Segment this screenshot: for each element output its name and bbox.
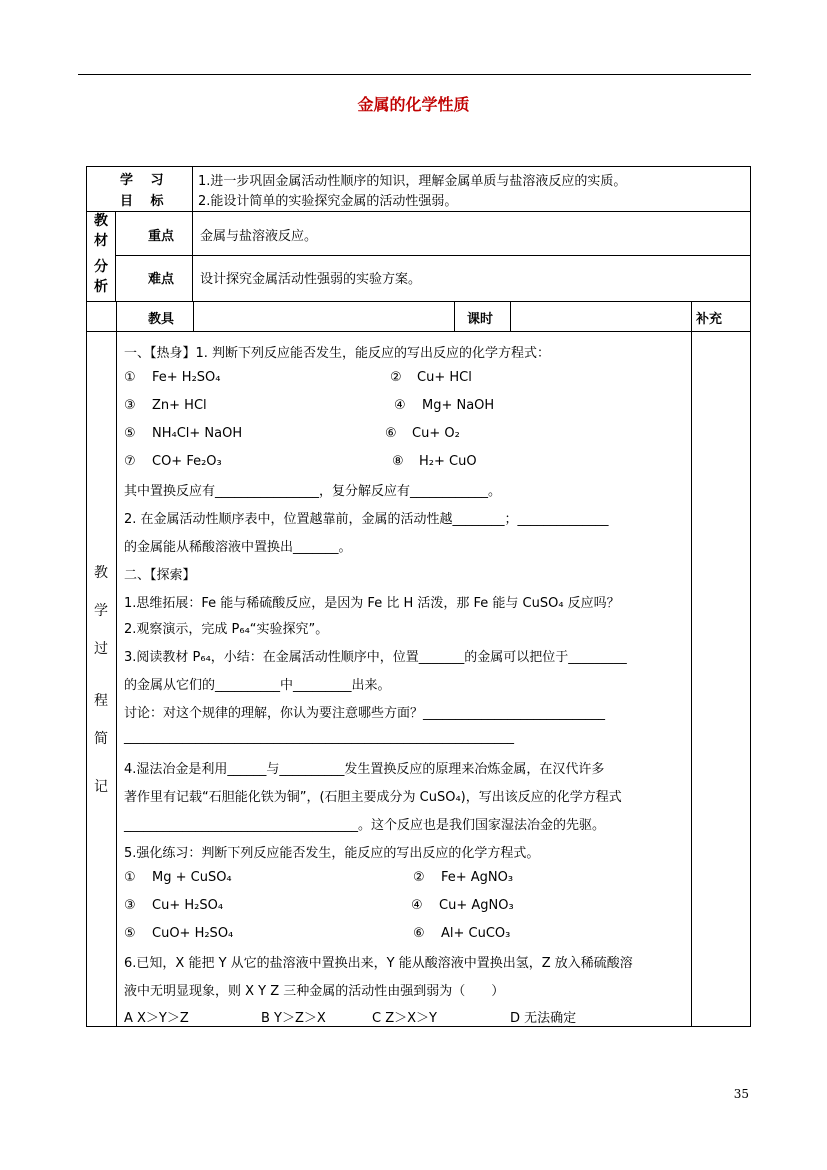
- reaction-num: ①: [124, 870, 136, 885]
- reaction-num: ⑥: [385, 426, 397, 441]
- header-rule: [78, 74, 751, 75]
- period-label: 课时: [467, 312, 494, 327]
- text-line: 6.已知，X 能把 Y 从它的盐溶液中置换出来，Y 能从酸溶液中置换出氢，Z 放入稀硫酸溶: [124, 956, 633, 971]
- col-divider: [116, 331, 117, 1027]
- reaction-num: ⑤: [124, 926, 136, 941]
- process-char-3: 过: [94, 641, 108, 657]
- reaction-formula: Cu+ AgNO₃: [439, 898, 514, 913]
- text-line: 著作里有记载“石胆能化铁为铜”，(石胆主要成分为 CuSO₄)，写出该反应的化学方程式: [124, 790, 622, 805]
- difficulty-label: 难点: [148, 272, 175, 287]
- reaction-num: ⑤: [124, 426, 136, 441]
- key-point-text: 金属与盐溶液反应。: [200, 229, 318, 244]
- process-char-5: 简: [94, 731, 108, 747]
- process-char-2: 学: [94, 603, 108, 619]
- choice-d: D 无法确定: [510, 1011, 577, 1026]
- material-char-4: 析: [94, 279, 108, 295]
- reaction-formula: Mg+ NaOH: [422, 398, 495, 413]
- col-divider: [193, 301, 194, 332]
- objective-item-1: 1.进一步巩固金属活动性顺序的知识，理解金属单质与盐溶液反应的实质。: [198, 174, 627, 189]
- text-line: 讨论：对这个规律的理解，你认为要注意哪些方面？____________________________: [124, 706, 606, 721]
- reaction-formula: Fe+ H₂SO₄: [152, 370, 221, 385]
- text-line: 液中无明显现象，则 X Y Z 三种金属的活动性由强到弱为（ ）: [124, 984, 505, 999]
- reaction-num: ②: [390, 370, 402, 385]
- reaction-formula: Zn+ HCl: [152, 398, 207, 413]
- choice-c: C Z＞X＞Y: [372, 1011, 437, 1026]
- process-char-6: 记: [94, 779, 108, 795]
- reaction-num: ④: [394, 398, 406, 413]
- col-divider: [510, 301, 511, 332]
- text-line: 5.强化练习：判断下列反应能否发生，能反应的写出反应的化学方程式。: [124, 846, 540, 861]
- text-line: ____________________________________。这个反应也是我们国家湿法冶金的先驱。: [124, 818, 606, 833]
- objectives-label-cell: [86, 166, 193, 211]
- reaction-formula: Cu+ H₂SO₄: [152, 898, 224, 913]
- reaction-num: ④: [411, 898, 423, 913]
- row-divider: [116, 255, 751, 256]
- reaction-formula: Fe+ AgNO₃: [441, 870, 514, 885]
- reaction-formula: Mg + CuSO₄: [152, 870, 232, 885]
- text-line: 1.思维拓展：Fe 能与稀硫酸反应，是因为 Fe 比 H 活泼，那 Fe 能与 CuSO₄ 反应吗？: [124, 596, 620, 611]
- page-title: 金属的化学性质: [357, 95, 470, 114]
- supplement-label: 补充: [696, 312, 723, 327]
- text-line: 的金属从它们的__________中_________出来。: [124, 678, 391, 693]
- row-divider: [86, 331, 751, 332]
- explore-heading: 二、【探索】: [124, 568, 196, 583]
- reaction-num: ②: [413, 870, 425, 885]
- material-char-2: 材: [94, 233, 108, 249]
- warmup-heading: 一、【热身】1. 判断下列反应能否发生，能反应的写出反应的化学方程式：: [124, 346, 551, 361]
- reaction-formula: H₂+ CuO: [419, 454, 477, 469]
- difficulty-text: 设计探究金属活动性强弱的实验方案。: [200, 272, 422, 287]
- text-line: ____________________________________________________________: [124, 730, 514, 745]
- reaction-num: ③: [124, 898, 136, 913]
- reaction-formula: NH₄Cl+ NaOH: [152, 426, 243, 441]
- process-char-4: 程: [94, 693, 108, 709]
- col-divider: [454, 301, 455, 332]
- material-char-3: 分: [94, 259, 108, 275]
- material-char-1: 教: [94, 213, 108, 229]
- text-line: 3.阅读教材 P₆₄，小结：在金属活动性顺序中，位置_______的金属可以把位于_________: [124, 650, 627, 665]
- objectives-label-line2: 目 标: [120, 194, 164, 209]
- reaction-formula: CuO+ H₂SO₄: [152, 926, 234, 941]
- col-divider: [116, 301, 117, 332]
- objective-item-2: 2.能设计简单的实验探究金属的活动性强弱。: [198, 194, 458, 209]
- tools-label: 教具: [148, 312, 175, 327]
- choice-a: A X＞Y＞Z: [124, 1011, 189, 1026]
- reaction-formula: Cu+ HCl: [417, 370, 472, 385]
- text-line: 其中置换反应有________________，复分解反应有____________。: [124, 484, 502, 499]
- process-char-1: 教: [94, 565, 108, 581]
- reaction-num: ③: [124, 398, 136, 413]
- objectives-label-line1: 学 习: [120, 173, 164, 188]
- text-line: 2. 在金属活动性顺序表中，位置越靠前，金属的活动性越________；______________: [124, 512, 609, 527]
- key-point-label: 重点: [148, 229, 175, 244]
- reaction-num: ⑧: [392, 454, 404, 469]
- choice-b: B Y＞Z＞X: [261, 1011, 326, 1026]
- reaction-num: ①: [124, 370, 136, 385]
- reaction-num: ⑦: [124, 454, 136, 469]
- text-line: 2.观察演示，完成 P₆₄“实验探究”。: [124, 622, 329, 637]
- text-line: 的金属能从稀酸溶液中置换出_______。: [124, 540, 352, 555]
- text-line: 4.湿法冶金是利用______与__________发生置换反应的原理来冶炼金属，在汉代许多: [124, 762, 605, 777]
- col-divider: [691, 301, 692, 1027]
- reaction-formula: Al+ CuCO₃: [441, 926, 511, 941]
- material-analysis-label-cell: [86, 211, 116, 302]
- reaction-formula: Cu+ O₂: [412, 426, 460, 441]
- reaction-formula: CO+ Fe₂O₃: [152, 454, 222, 469]
- reaction-num: ⑥: [413, 926, 425, 941]
- page-number: 35: [733, 1087, 749, 1101]
- row-divider: [86, 301, 751, 302]
